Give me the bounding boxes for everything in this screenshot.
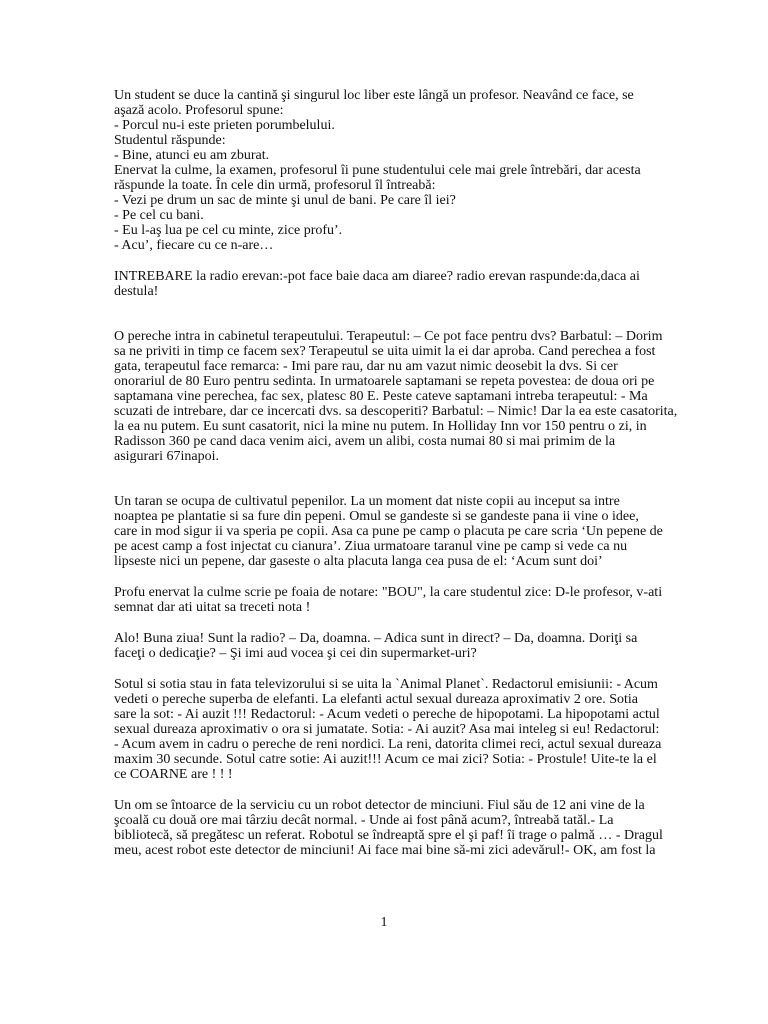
- text-line: - Porcul nu-i este prieten porumbelului.: [114, 118, 335, 133]
- text-line: Radisson 360 pe cand daca venim aici, avem un alibi, costa numai 80 si mai primim de la: [114, 434, 616, 449]
- text-line: saptamana vine perechea, fac sex, platesc 80 E. Peste cateve saptamani intreba terapeutul: - Ma: [114, 389, 648, 404]
- joke-student: [114, 88, 660, 253]
- text-line: meu, acest robot este detector de minciuni! Ai face mai bine să-mi zici adevărul!- OK, am fost la: [114, 843, 656, 858]
- text-line: semnat dar ati uitat sa treceti nota !: [114, 600, 311, 615]
- text-line: asigurari 67inapoi.: [114, 449, 219, 464]
- text-line: O pereche intra in cabinetul terapeutului. Terapeutul: – Ce pot face pentru dvs? Barbatul: – Dorim: [114, 329, 663, 344]
- text-line: - Pe cel cu bani.: [114, 208, 204, 223]
- text-line: gata, terapeutul face remarca: - Imi pare rau, dar nu am vazut nimic deosebit la dvs. Si cer: [114, 359, 618, 374]
- text-line: Un om se întoarce de la serviciu cu un robot detector de minciuni. Fiul său de 12 ani vine de la: [114, 798, 645, 813]
- text-line: Un student se duce la cantină şi singurul loc liber este lângă un profesor. Neavând ce face, se: [114, 88, 634, 103]
- text-line: - Acu’, fiecare cu ce n-are…: [114, 238, 274, 253]
- joke-radio-erevan: [114, 269, 660, 299]
- text-line: destula!: [114, 284, 159, 299]
- joke-taran: [114, 494, 663, 569]
- text-line: sa ne priviti in timp ce facem sex? Terapeutul se uita uimit la ei dar aproba. Cand perechea a fost: [114, 344, 656, 359]
- text-line: pe acest camp a fost injectat cu cianura’. Ziua urmatoare taranul vine pe camp si vede ca nu: [114, 539, 628, 554]
- joke-terapeut: [114, 329, 678, 464]
- text-line: scuzati de intrebare, dar ce incercati dvs. sa descoperiti? Barbatul: – Nimic! Dar la ea este casatorita,: [114, 404, 678, 419]
- joke-animal-planet: [114, 677, 660, 782]
- text-line: Enervat la culme, la examen, profesorul îi pune studentului cele mai grele întrebări, dar acesta: [114, 163, 641, 178]
- text-line: răspunde la toate. În cele din urmă, profesorul îl întreabă:: [114, 178, 436, 193]
- text-line: şcoală cu două ore mai târziu decât normal. - Unde ai fost până acum?, întreabă tatăl.- La: [114, 813, 614, 828]
- text-line: Un taran se ocupa de cultivatul pepenilor. La un moment dat niste copii au inceput sa intre: [114, 494, 620, 509]
- text-line: sare la sot: - Ai auzit !!! Redactorul: - Acum vedeti o pereche de hipopotami. La hipopotami actul: [114, 707, 660, 722]
- joke-alo-radio: [114, 631, 660, 661]
- text-line: INTREBARE la radio erevan:-pot face baie daca am diaree? radio erevan raspunde:da,daca ai: [114, 269, 640, 284]
- text-line: noaptea pe plantatie si sa fure din pepeni. Omul se gandeste si se gandeste pana ii vine o idee,: [114, 509, 639, 524]
- page-number: 1: [380, 915, 388, 930]
- text-line: bibliotecă, să pregătesc un referat. Robotul se îndreaptă spre el şi paf! îi trage o palmă … - Dragul: [114, 828, 663, 843]
- text-line: vedeti o pereche superba de elefanti. La elefanti actul sexual dureaza aproximativ 2 ore. Sotia: [114, 692, 638, 707]
- text-line: Alo! Buna ziua! Sunt la radio? – Da, doamna. – Adica sunt in direct? – Da, doamna. Doriţi sa: [114, 631, 638, 646]
- text-line: lipseste nici un pepene, dar gaseste o alta placuta langa cea pusa de el: ‘Acum sunt doi’: [114, 554, 603, 569]
- document-body: [114, 88, 678, 858]
- text-line: Profu enervat la culme scrie pe foaia de notare: "BOU", la care studentul zice: D-le profesor, v-ati: [114, 585, 663, 600]
- text-line: ce COARNE are ! ! !: [114, 767, 233, 782]
- text-line: aşază acolo. Profesorul spune:: [114, 103, 284, 118]
- joke-robot: [114, 798, 663, 858]
- text-line: la ea nu putem. Eu sunt casatorit, nici la mine nu putem. In Holliday Inn vor 150 pentru o zi, in: [114, 419, 647, 434]
- text-line: - Vezi pe drum un sac de minte şi unul de bani. Pe care îl iei?: [114, 193, 456, 208]
- text-line: - Acum avem in cadru o pereche de reni nordici. La reni, datorita climei reci, actul sexual dureaza: [114, 737, 662, 752]
- text-line: care in mod sigur ii va speria pe copii. Asa ca pune pe camp o placuta pe care scria ‘Un pepene de: [114, 524, 663, 539]
- text-line: faceţi o dedicaţie? – Şi imi aud vocea şi cei din supermarket-uri?: [114, 646, 477, 661]
- joke-profu-bou: [114, 585, 663, 615]
- text-line: - Eu l-aş lua pe cel cu minte, zice profu’.: [114, 223, 343, 238]
- text-line: - Bine, atunci eu am zburat.: [114, 148, 270, 163]
- text-line: sexual dureaza aproximativ o ora si jumatate. Sotia: - Ai auzit? Asa mai inteleg si eu! Redactorul:: [114, 722, 660, 737]
- text-line: onorariul de 80 Euro pentru sedinta. In urmatoarele saptamani se repeta povestea: de doua ori pe: [114, 374, 655, 389]
- text-line: Sotul si sotia stau in fata televizorului si se uita la `Animal Planet`. Redactorul emisiunii: - Acum: [114, 677, 658, 692]
- text-line: maxim 30 secunde. Sotul catre sotie: Ai auzit!!! Acum ce mai zici? Sotia: - Prostule! Uite-te la el: [114, 752, 657, 767]
- text-line: Studentul răspunde:: [114, 133, 226, 148]
